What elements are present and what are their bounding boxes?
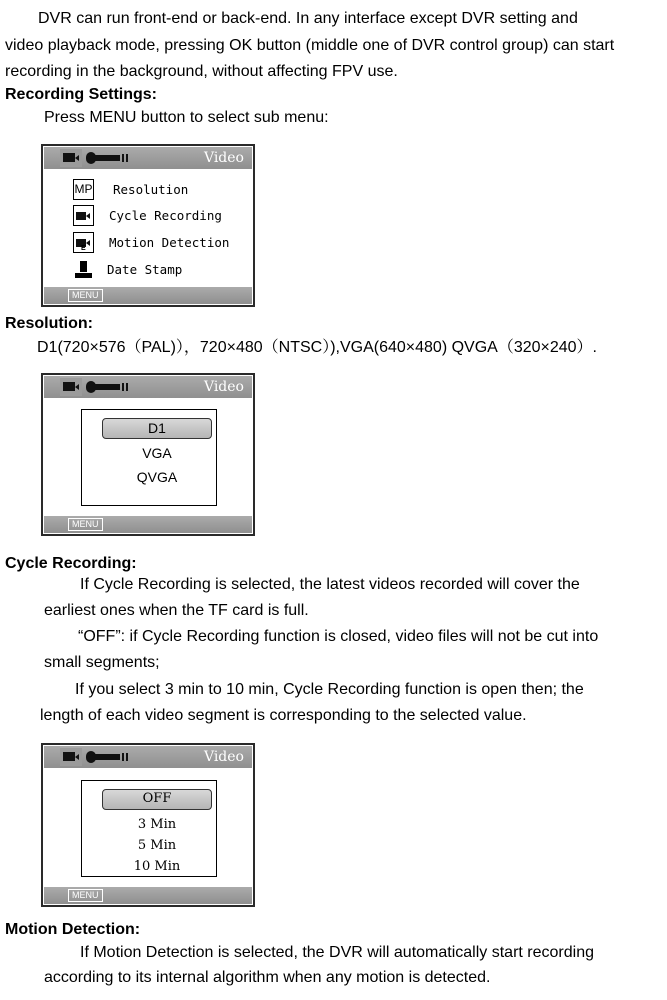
settings-tab[interactable]	[86, 151, 130, 165]
cycle-recording-line-5: If you select 3 min to 10 min, Cycle Recording function is open then; the	[75, 681, 584, 698]
recording-settings-heading: Recording Settings:	[5, 86, 158, 103]
cycle-recording-screen	[41, 743, 255, 907]
intro-line-2: video playback mode, pressing OK button (middle one of DVR control group) can start	[5, 37, 615, 54]
resolution-screen	[41, 373, 255, 536]
resolution-option-d1-selected[interactable]: D1	[102, 418, 212, 439]
video-tab[interactable]	[60, 748, 82, 766]
screen-top-bar	[44, 147, 252, 169]
menu-button[interactable]: MENU	[68, 289, 103, 302]
video-tab[interactable]	[60, 149, 82, 167]
screen-bottom-bar	[44, 516, 252, 533]
screen-top-bar	[44, 376, 252, 398]
menu-item-label: Motion Detection	[109, 235, 230, 250]
cycle-recording-line-6: length of each video segment is corresponding to the selected value.	[40, 707, 527, 724]
menu-item-cycle-recording[interactable]	[73, 205, 253, 229]
resolution-text: D1(720×576（PAL)），720×480（NTSC）),VGA(640×480) QVGA（320×240）.	[37, 339, 598, 356]
cycle-recording-line-3: “OFF”: if Cycle Recording function is closed, video files will not be cut into	[78, 628, 599, 645]
settings-tab[interactable]	[86, 750, 130, 764]
menu-button[interactable]: MENU	[68, 889, 103, 902]
settings-tab[interactable]	[86, 380, 130, 394]
cycle-option-off-selected[interactable]: OFF	[102, 789, 212, 810]
screen-top-bar	[44, 746, 252, 768]
cycle-recording-heading: Cycle Recording:	[5, 555, 137, 572]
cycle-recording-line-4: small segments;	[44, 654, 160, 671]
menu-item-label: Cycle Recording	[109, 208, 222, 223]
video-menu-screen	[41, 144, 255, 307]
resolution-heading: Resolution:	[5, 315, 93, 332]
screen-title: Video	[203, 379, 244, 395]
motion-camera-icon: E	[73, 232, 94, 253]
cycle-camera-icon	[73, 205, 94, 226]
cycle-option-5-min[interactable]: 5 Min	[137, 838, 177, 853]
resolution-option-vga[interactable]: VGA	[142, 445, 172, 461]
camera-icon	[63, 382, 75, 391]
camera-icon	[63, 153, 75, 162]
stamp-icon	[73, 259, 94, 280]
recording-settings-text: Press MENU button to select sub menu:	[44, 109, 329, 126]
menu-item-date-stamp[interactable]	[73, 259, 253, 283]
screen-title: Video	[203, 150, 244, 166]
screen-title: Video	[203, 749, 244, 765]
mp-icon: MP	[73, 179, 94, 200]
intro-line-3: recording in the background, without affecting FPV use.	[5, 63, 398, 80]
screen-bottom-bar	[44, 287, 252, 304]
menu-item-label: Date Stamp	[107, 262, 183, 277]
menu-item-motion-detection[interactable]	[73, 232, 253, 256]
camera-icon	[63, 752, 75, 761]
cycle-option-3-min[interactable]: 3 Min	[137, 817, 177, 832]
video-tab[interactable]	[60, 378, 82, 396]
menu-item-label: Resolution	[113, 182, 189, 197]
intro-line-1: DVR can run front-end or back-end. In any interface except DVR setting and	[38, 10, 578, 27]
menu-button[interactable]: MENU	[68, 518, 103, 531]
cycle-option-10-min[interactable]: 10 Min	[133, 859, 181, 874]
motion-detection-heading: Motion Detection:	[5, 921, 141, 938]
resolution-options-panel	[81, 409, 217, 506]
cycle-recording-line-1: If Cycle Recording is selected, the latest videos recorded will cover the	[80, 576, 580, 593]
cycle-recording-line-2: earliest ones when the TF card is full.	[44, 602, 309, 619]
menu-item-resolution[interactable]	[73, 179, 253, 203]
motion-detection-line-1: If Motion Detection is selected, the DVR will automatically start recording	[80, 944, 594, 961]
screen-bottom-bar	[44, 887, 252, 904]
cycle-options-panel	[81, 780, 217, 877]
resolution-option-qvga[interactable]: QVGA	[136, 469, 178, 485]
motion-detection-line-2: according to its internal algorithm when any motion is detected.	[44, 969, 491, 986]
